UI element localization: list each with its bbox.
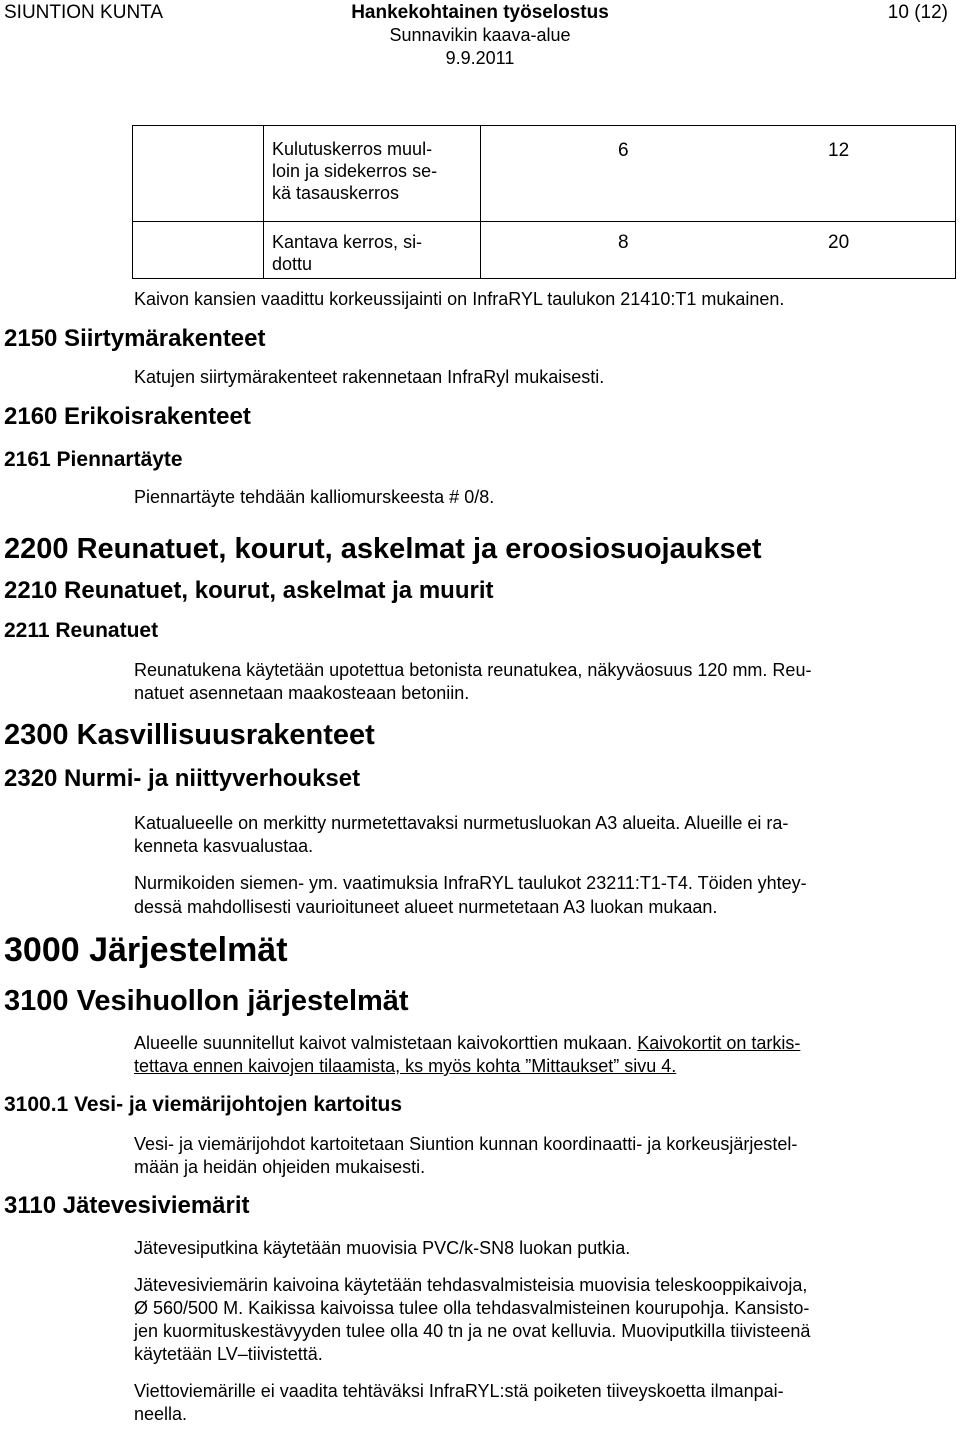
- layer-name-line: dottu: [272, 254, 313, 274]
- layer-value-2: 20: [828, 232, 850, 253]
- layer-value-1: 6: [618, 140, 629, 161]
- paragraph-3100-1-line1: Vesi- ja viemärijohdot kartoitetaan Siuntion kunnan koordinaatti- ja korkeusjärjestel-: [134, 1134, 798, 1154]
- table-cell-layer: [264, 126, 481, 222]
- document-subtitle: Sunnavikin kaava-alue: [389, 25, 571, 45]
- paragraph-2320b-line1: Nurmikoiden siemen- ym. vaatimuksia InfraRYL taulukot 23211:T1-T4. Töiden yhtey-: [134, 873, 807, 893]
- layer-name-line: Kulutuskerros muul-: [272, 139, 433, 159]
- table-row: [133, 126, 956, 222]
- paragraph-2320b-line2: dessä mahdollisesti vaurioituneet alueet nurmetetaan A3 luokan mukaan.: [134, 897, 718, 917]
- document-title: Hankekohtainen työselostus: [351, 2, 609, 23]
- heading-2160: 2160 Erikoisrakenteet: [4, 403, 251, 430]
- layer-name-line: kä tasauskerros: [272, 183, 400, 203]
- organization-name: SIUNTION KUNTA: [4, 2, 164, 23]
- paragraph-2211-line2: natuet asennetaan maakosteaan betoniin.: [134, 683, 470, 703]
- table-cell-empty: [133, 222, 264, 279]
- table-cell-values: [481, 126, 956, 222]
- table-cell-values: [481, 222, 956, 279]
- paragraph-2320a-line2: kenneta kasvualustaa.: [134, 836, 314, 856]
- paragraph-3100-underlined: Kaivokortit on tarkis-: [637, 1033, 801, 1053]
- layer-name-line: loin ja sidekerros se-: [272, 161, 438, 181]
- table-cell-layer: [264, 222, 481, 279]
- heading-2320: 2320 Nurmi- ja niittyverhoukset: [4, 765, 361, 792]
- paragraph-kaivon: Kaivon kansien vaadittu korkeussijainti on InfraRYL taulukon 21410:T1 mukainen.: [134, 289, 785, 309]
- paragraph-3100-line2: tettava ennen kaivojen tilaamista, ks myös kohta ”Mittaukset” sivu 4.: [134, 1056, 677, 1076]
- paragraph-3110b-line1: Jätevesiviemärin kaivoina käytetään tehdasvalmisteisia muovisia teleskooppikaivoja,: [134, 1275, 808, 1295]
- table-row: [133, 222, 956, 279]
- paragraph-2320a-line1: Katualueelle on merkitty nurmetettavaksi nurmetusluokan A3 alueita. Alueille ei ra-: [134, 813, 789, 833]
- table-cell-empty: [133, 126, 264, 222]
- paragraph-3110c-line2: neella.: [134, 1404, 188, 1424]
- heading-2161: 2161 Piennartäyte: [4, 448, 183, 471]
- heading-2150: 2150 Siirtymärakenteet: [4, 325, 266, 352]
- layer-value-1: 8: [618, 232, 629, 253]
- paragraph-3110a: Jätevesiputkina käytetään muovisia PVC/k-SN8 luokan putkia.: [134, 1238, 631, 1258]
- paragraph-2150: Katujen siirtymärakenteet rakennetaan InfraRyl mukaisesti.: [134, 367, 605, 387]
- layer-value-2: 12: [828, 140, 850, 161]
- page-number: 10 (12): [887, 2, 948, 23]
- paragraph-3110b-line3: [134, 1320, 924, 1343]
- paragraph-3100-text: Alueelle suunnitellut kaivot valmistetaan kaivokorttien mukaan.: [134, 1033, 638, 1053]
- paragraph-3100-line1: [134, 1032, 924, 1055]
- document-date: 9.9.2011: [445, 48, 515, 68]
- heading-2200: 2200 Reunatuet, kourut, askelmat ja eroosiosuojaukset: [4, 533, 762, 565]
- paragraph-3110b-line3-text: jen kuormituskestävyyden tulee olla 40 tn ja ne ovat kelluvia. Muoviputkilla tiiviste: [134, 1321, 781, 1341]
- heading-3000: 3000 Järjestelmät: [4, 931, 288, 969]
- heading-3110: 3110 Jätevesiviemärit: [4, 1192, 250, 1219]
- paragraph-3110b-line2: Ø 560/500 M. Kaikissa kaivoissa tulee olla tehdasvalmisteinen kourupohja. Kansisto-: [134, 1298, 810, 1318]
- paragraph-3110c-line1: Viettoviemärille ei vaadita tehtäväksi InfraRYL:stä poiketen tiiveyskoetta ilmanpai-: [134, 1381, 784, 1401]
- heading-2300: 2300 Kasvillisuusrakenteet: [4, 719, 375, 751]
- heading-3100: 3100 Vesihuollon järjestelmät: [4, 985, 409, 1017]
- paragraph-3100-1-line2: mään ja heidän ohjeiden mukaisesti.: [134, 1157, 426, 1177]
- heading-2210: 2210 Reunatuet, kourut, askelmat ja muurit: [4, 577, 494, 604]
- paragraph-2161: Piennartäyte tehdään kalliomurskeesta # 0/8.: [134, 487, 495, 507]
- heading-3100-1: 3100.1 Vesi- ja viemärijohtojen kartoitus: [4, 1093, 403, 1116]
- paragraph-3110b-line3-end: enä: [780, 1321, 811, 1341]
- pavement-layer-table: [132, 125, 956, 279]
- heading-2211: 2211 Reunatuet: [4, 619, 159, 642]
- paragraph-3110b-line4: käytetään LV–tiivistettä.: [134, 1344, 323, 1364]
- layer-name-line: Kantava kerros, si-: [272, 232, 423, 252]
- paragraph-2211-line1: Reunatukena käytetään upotettua betonista reunatukea, näkyväosuus 120 mm. Reu-: [134, 660, 812, 680]
